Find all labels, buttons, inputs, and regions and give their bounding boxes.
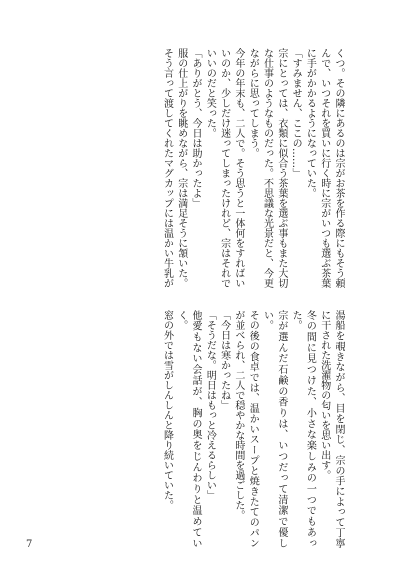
paragraph: 宗にとっては、衣類に似合う茶葉を選ぶ事もまた大切な仕事のようなものだった。不思議な光景だと、今更ながらに思ってしまう。 (247, 48, 287, 288)
paragraph: 「そうだな。明日はもっと冷えるらしい」 (204, 310, 216, 500)
paragraph: 今年の年末も、二人で。そう思うと一体何をすればいいのか、少しだけ迷ってしまったけれど、宗はそれでいいのだと笑った。 (204, 48, 244, 288)
paragraph: 窓の外では雪がしんしんと降り続いていた。 (161, 310, 173, 510)
paragraph: 「ありがとう、今日は助かったよ」 (190, 48, 202, 208)
text-block-bottom (56, 310, 345, 548)
paragraph: 宗が選んだ石鹸の香りは、いつだって清潔で優しい。 (261, 310, 287, 548)
paragraph: 湯船を覗きながら、目を閉じ、宗の手によって丁寧に干された洗濯物の匂いを思い出す。 (318, 310, 344, 548)
paragraph: 他愛もない会話が、胸の奥をじんわりと温めていく。 (175, 310, 202, 548)
paragraph: 「すみません、ここの……」 (290, 48, 302, 178)
paragraph: そう言って渡してくれたマグカップには温かい牛乳が (161, 48, 173, 288)
paragraph: その後の食卓では、温かいスープと焼きたてのパンが並べられ、二人で穏やかな時間を過ごした。 (232, 310, 259, 548)
text-block-top (56, 48, 345, 288)
paragraph: 「今日は寒かったね」 (218, 310, 230, 410)
paragraph: 服の仕上がりを眺めながら、宗は満足そうに頷いた。 (175, 48, 187, 288)
paragraph: 冬の間に見つけた、小さな楽しみの一つでもあった。 (290, 310, 316, 548)
page-number: 7 (26, 539, 33, 550)
paragraph: くつ。その隣にあるのは宗がお茶を作る際にもそう頼んで、いつそれを買いに行く時に宗がいつも選ぶ茶葉に手がかかるようになっていた。 (304, 48, 344, 288)
